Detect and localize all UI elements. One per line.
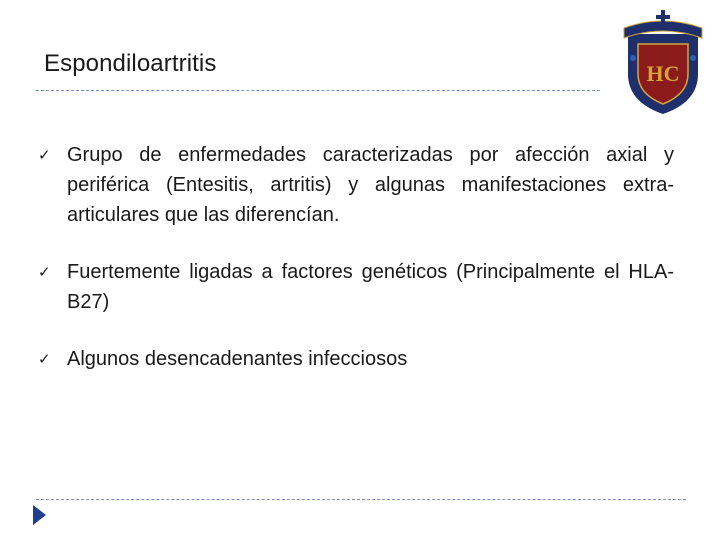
crest-monogram: HC — [646, 61, 680, 86]
checkmark-icon: ✓ — [38, 350, 51, 368]
crest-ornament-right — [690, 55, 696, 61]
bullet-item — [38, 344, 674, 374]
bullet-item — [38, 140, 674, 230]
bullet-item — [38, 257, 674, 317]
next-slide-arrow-icon[interactable] — [33, 505, 46, 525]
checkmark-icon: ✓ — [38, 146, 51, 164]
bullet-list — [38, 140, 674, 374]
footer-divider — [36, 499, 686, 500]
checkmark-icon: ✓ — [38, 263, 51, 281]
crest-ornament-left — [630, 55, 636, 61]
bullet-text: Fuertemente ligadas a factores genéticos (Principalmente el HLA-B27) — [67, 261, 674, 313]
bullet-text: Grupo de enfermedades caracterizadas por afección axial y periférica (Entesitis, artritis) y algunas manifestaciones extra-articulares que las diferencían. — [67, 144, 674, 226]
slide-title: Espondiloartritis — [44, 50, 217, 77]
bullet-text: Algunos desencadenantes infecciosos — [67, 348, 408, 370]
university-crest-logo — [618, 8, 708, 118]
title-divider — [36, 90, 600, 91]
